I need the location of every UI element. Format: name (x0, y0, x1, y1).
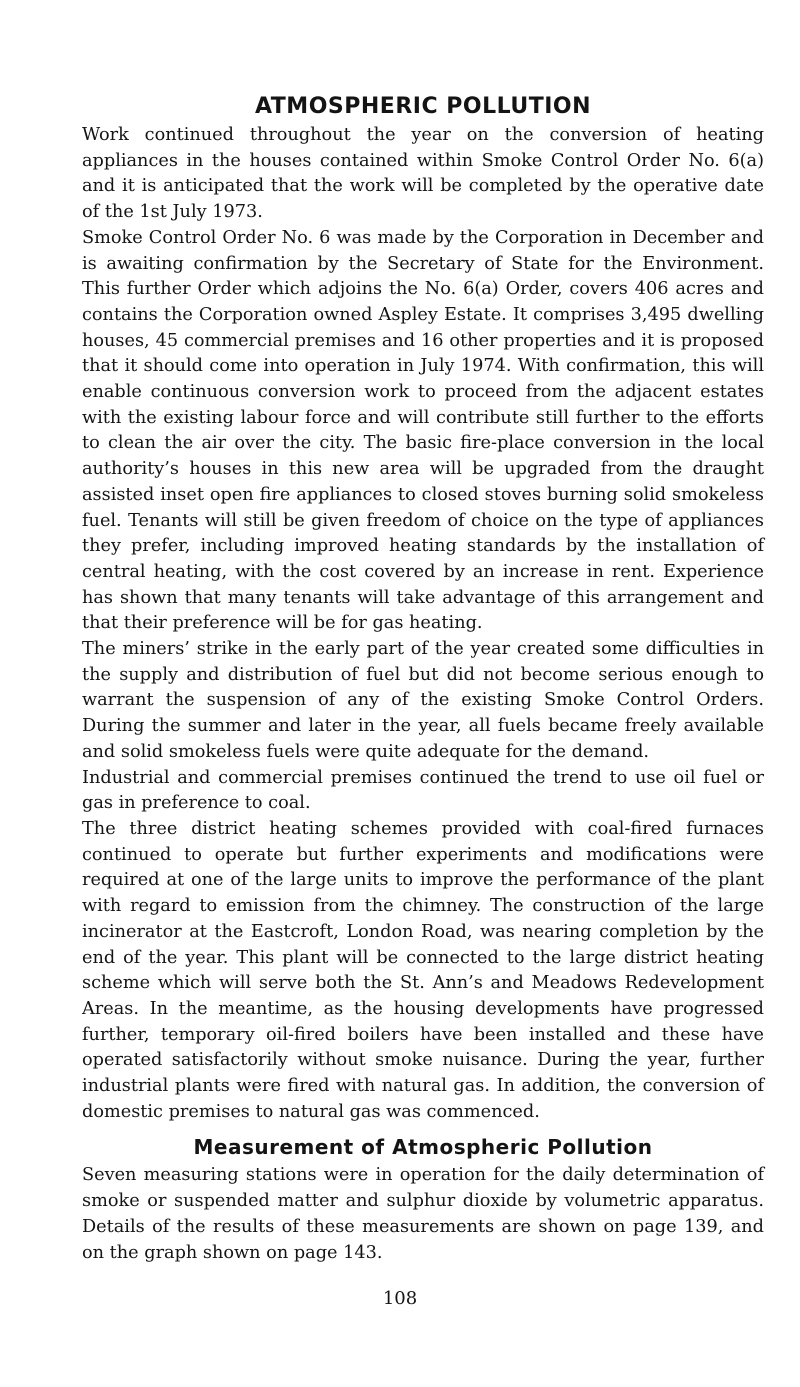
page-number: 108 (382, 1288, 418, 1309)
page-title: ATMOSPHERIC POLLUTION (254, 94, 591, 119)
paragraph: The three district heating schemes provided with coal-fired furnaces continued to operate but further experiments and modifications were required at one of the large units to improve the performance of the plant with regard to emission from the chimney. The construction of the large incinerator at the Eastcroft, London Road, was nearing completion by the end of the year. This plant will be connected to the large district heating scheme which will serve both the St. Ann’s and Meadows Redevelopment Areas. In the meantime, as the housing developments have progressed further, temporary oil-fired boilers have been installed and these have operated satisfactorily without smoke nuisance. During the year, further industrial plants were fired with natural gas. In addition, the conversion of domestic premises to natural gas was commenced. (82, 818, 764, 1122)
section-heading: Measurement of Atmospheric Pollution (193, 1135, 653, 1160)
paragraph: Work continued throughout the year on the conversion of heating appliances in the houses contained within Smoke Control Order No. 6(a) and it is anticipated that the work will be completed by the operative date of the 1st July 1973. (82, 125, 764, 223)
page-body (82, 93, 764, 1266)
paragraph: The miners’ strike in the early part of the year created some difficulties in the supply and distribution of fuel but did not become serious enough to warrant the suspension of any of the existing Smoke Control Orders. During the summer and later in the year, all fuels became freely available and solid smokeless fuels were quite adequate for the demand. (82, 639, 764, 762)
paragraph: Industrial and commercial premises continued the trend to use oil fuel or gas in preference to coal. (82, 767, 764, 814)
paragraph: Seven measuring stations were in operation for the daily determination of smoke or suspended matter and sulphur dioxide by volumetric apparatus. Details of the results of these measurements are shown on page 139, and on the graph shown on page 143. (82, 1165, 764, 1263)
paragraph: Smoke Control Order No. 6 was made by the Corporation in December and is awaiting confirmation by the Secretary of State for the Environment. This further Order which adjoins the No. 6(a) Order, covers 406 acres and contains the Corporation owned Aspley Estate. It comprises 3,495 dwelling houses, 45 commercial premises and 16 other properties and it is proposed that it should come into operation in July 1974. With confirmation, this will enable continuous conversion work to proceed from the adjacent estates with the existing labour force and will contribute still further to the efforts to clean the air over the city. The basic fire-place conversion in the local authority’s houses in this new area will be upgraded from the draught assisted inset open fire appliances to closed stoves burning solid smokeless fuel. Tenants will still be given freedom of choice on the type of appliances they prefer, including improved heating standards by the installation of central heating, with the cost covered by an increase in rent. Experience has shown that many tenants will take advantage of this arrangement and that their preference will be for gas heating. (82, 227, 764, 634)
